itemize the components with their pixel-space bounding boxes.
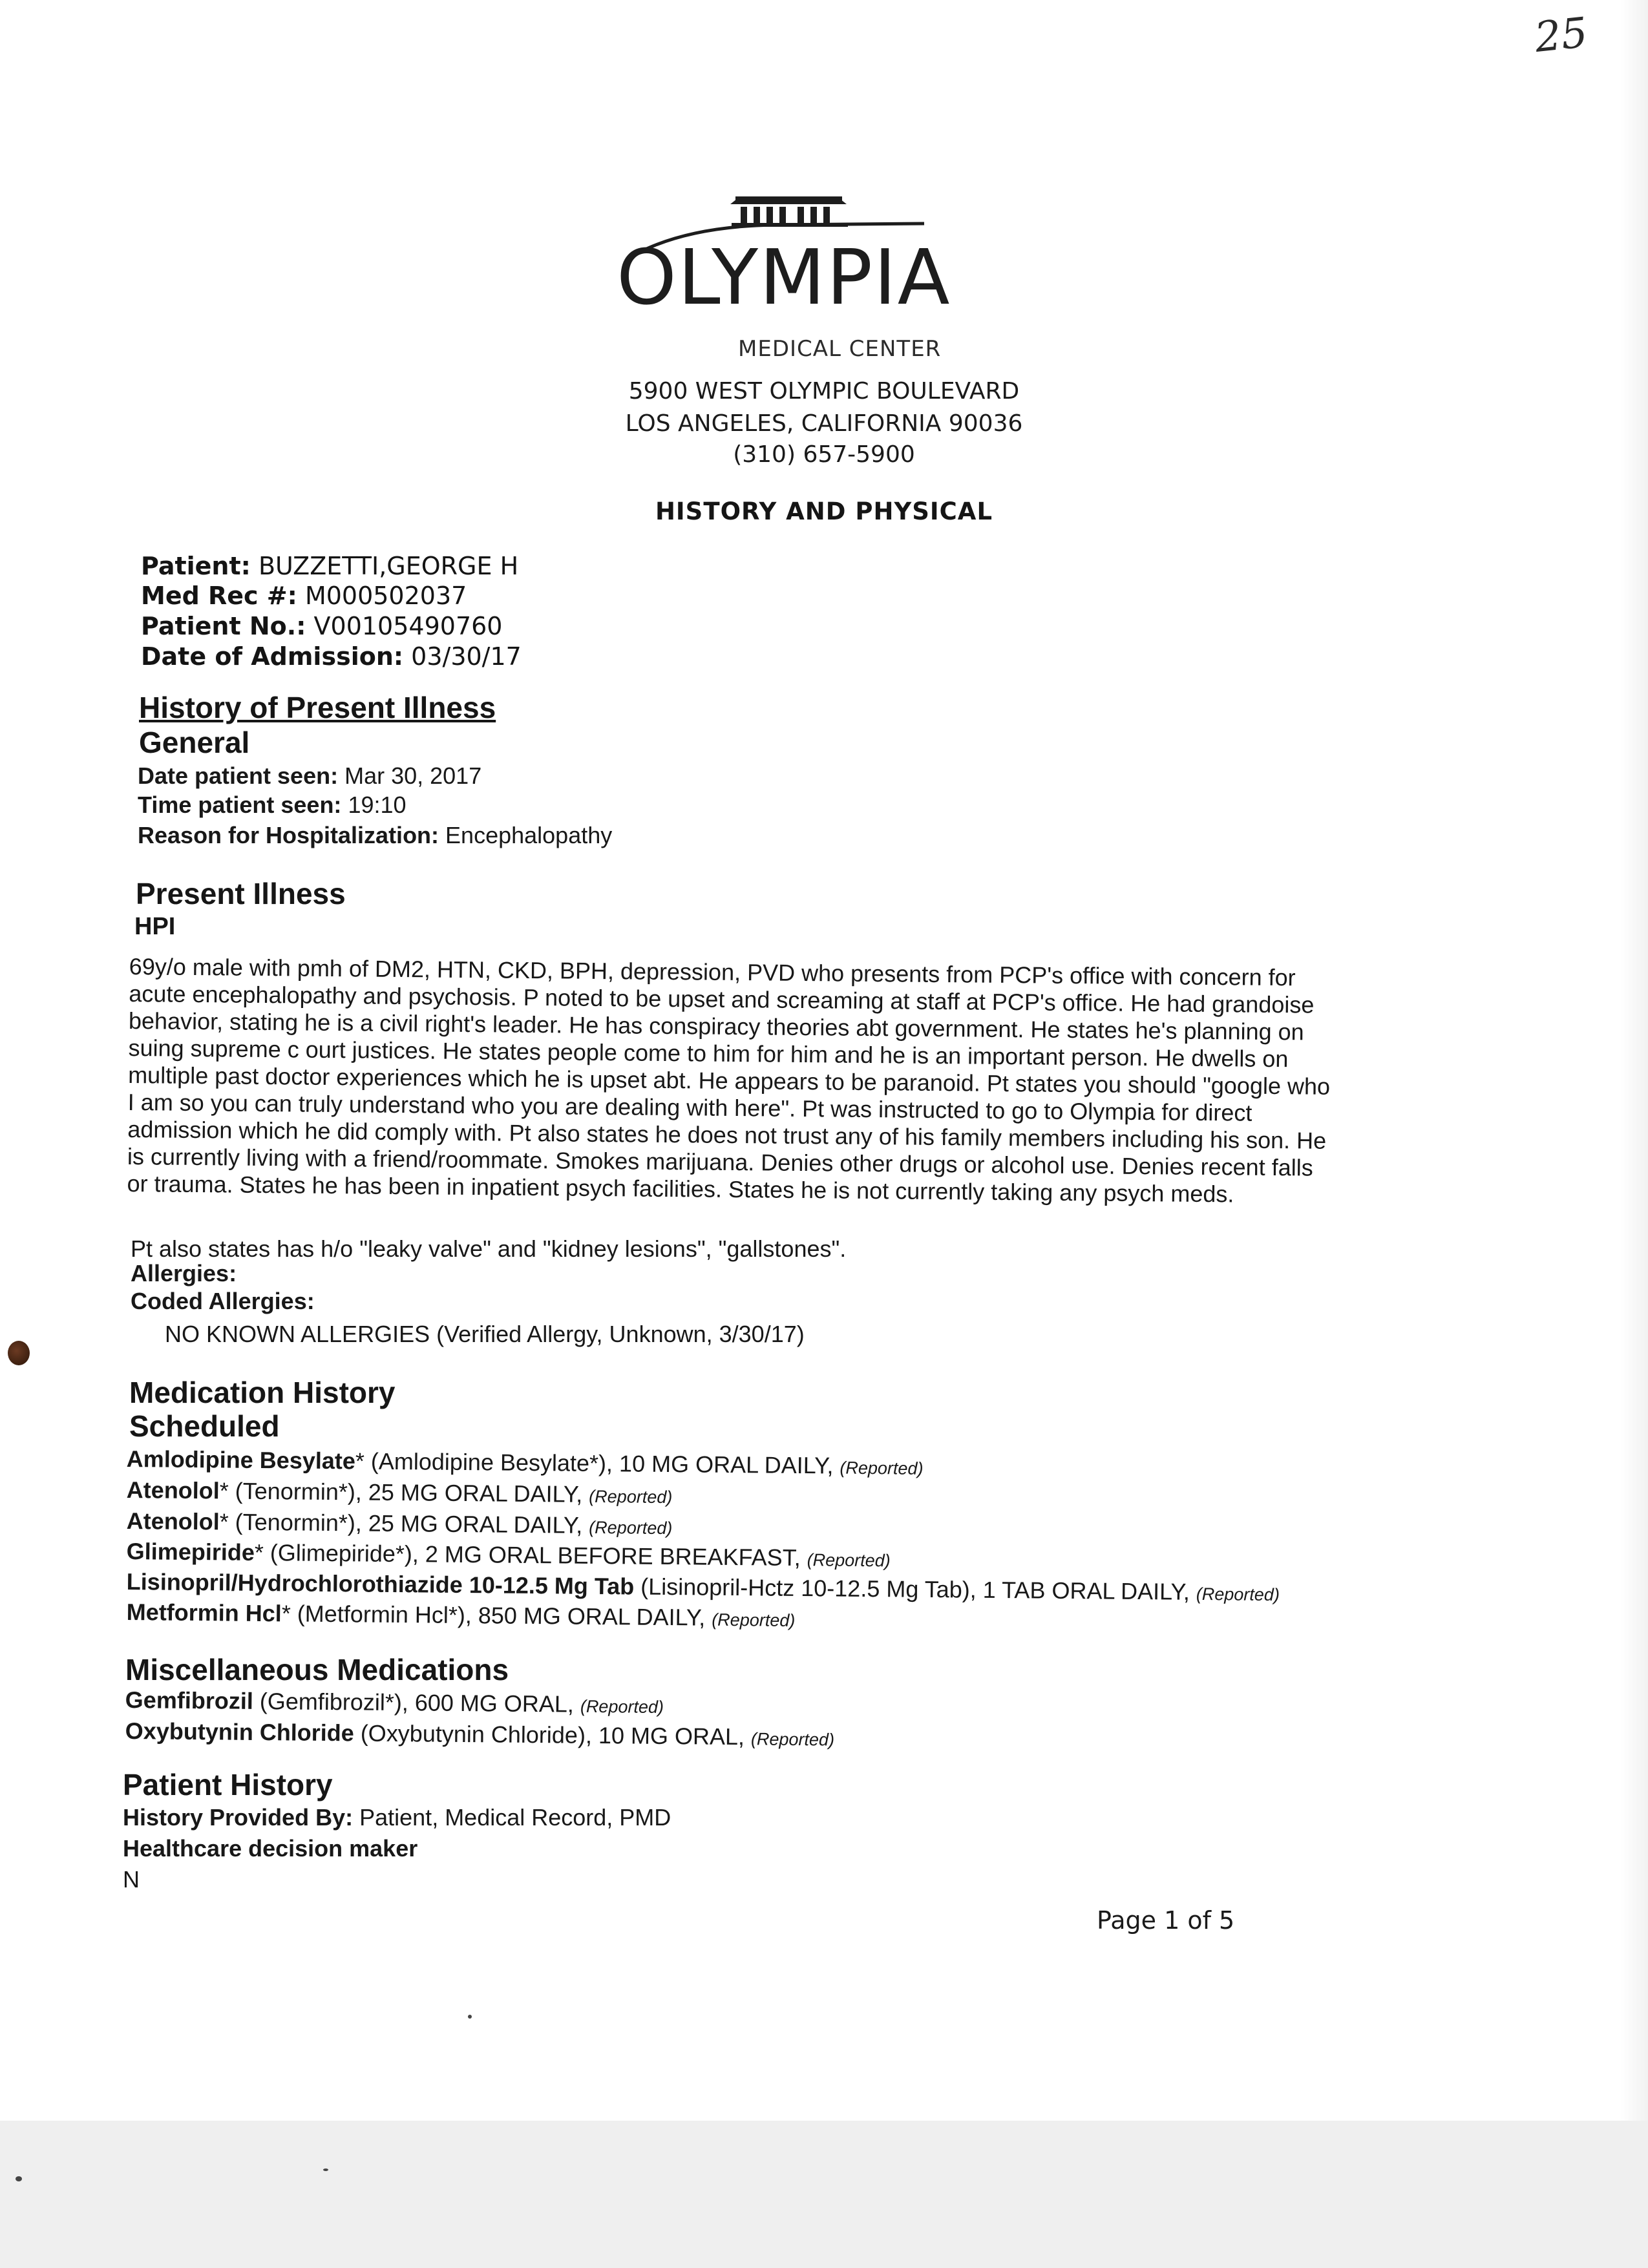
med-rec-number: M000502037 — [304, 582, 467, 610]
admission-date-label: Date of Admission: — [141, 642, 404, 671]
hpi-line: suing supreme c ourt justices. He states people come to him for him and he is an important person. He dwells on — [128, 1034, 1289, 1073]
med-detail: * (Amlodipine Besylate*), 10 MG ORAL DAILY, — [355, 1447, 840, 1479]
med-drug-name: Atenolol — [126, 1476, 220, 1504]
hpi-line: multiple past doctor experiences which he is upset abt. He appears to be paranoid. Pt states you should "google who — [127, 1061, 1331, 1100]
reason-value: Encephalopathy — [445, 822, 613, 848]
punch-hole — [8, 1341, 30, 1365]
med-rec-label: Med Rec #: — [141, 582, 297, 610]
med-detail: * (Glimepiride*), 2 MG ORAL BEFORE BREAKFAST, — [254, 1538, 807, 1571]
general-subtitle: General — [139, 726, 250, 759]
hpi-label: HPI — [134, 913, 176, 940]
date-seen-row — [138, 762, 481, 790]
hpi-section-title: History of Present Illness — [139, 691, 496, 724]
date-seen-value: Mar 30, 2017 — [344, 762, 482, 789]
patient-no-row — [141, 614, 502, 638]
phone-number: (310) 657-5900 — [733, 441, 915, 468]
scan-bottom-margin — [0, 2121, 1648, 2268]
medication-history-title: Medication History — [129, 1376, 396, 1409]
med-reported-tag: (Reported) — [580, 1696, 664, 1717]
scan-edge-shadow — [1621, 0, 1648, 2121]
hpi-line: is currently living with a friend/roommate. Smokes marijuana. Denies other drugs or alcohol use. Denies recent falls — [127, 1142, 1313, 1181]
reason-row — [138, 822, 612, 849]
med-detail: (Oxybutynin Chloride), 10 MG ORAL, — [354, 1719, 752, 1750]
med-detail: (Gemfibrozil*), 600 MG ORAL, — [253, 1687, 581, 1717]
history-provided-row — [123, 1804, 671, 1831]
med-drug-name: Glimepiride — [126, 1538, 255, 1566]
hpi-narrative — [127, 953, 1428, 1210]
decision-maker-row — [123, 1835, 417, 1862]
med-detail: * (Tenormin*), 25 MG ORAL DAILY, — [219, 1508, 589, 1538]
scan-speck — [323, 2168, 328, 2171]
med-reported-tag: (Reported) — [712, 1610, 796, 1630]
misc-med-item — [125, 1717, 835, 1752]
hpi-line: acute encephalopathy and psychosis. P noted to be upset and screaming at staff at PCP's office. He had grandoise — [129, 980, 1315, 1018]
admission-date: 03/30/17 — [411, 642, 522, 671]
med-reported-tag: (Reported) — [589, 1486, 673, 1507]
med-drug-name: Atenolol — [126, 1507, 220, 1535]
decision-maker-value: N — [123, 1866, 140, 1893]
history-provided-value: Patient, Medical Record, PMD — [359, 1804, 671, 1831]
coded-allergies-row — [131, 1288, 315, 1315]
scan-speck — [16, 2176, 22, 2181]
med-reported-tag: (Reported) — [589, 1517, 673, 1538]
history-provided-label: History Provided By: — [123, 1804, 354, 1831]
hpi-line: 69y/o male with pmh of DM2, HTN, CKD, BPH, depression, PVD who presents from PCP's office with concern for — [129, 953, 1296, 991]
decision-maker-label: Healthcare decision maker — [123, 1835, 418, 1862]
med-reported-tag: (Reported) — [807, 1550, 891, 1571]
present-illness-title: Present Illness — [136, 877, 346, 910]
date-seen-label: Date patient seen: — [138, 762, 339, 789]
address-line-1: 5900 WEST OLYMPIC BOULEVARD — [628, 378, 1020, 404]
scheduled-med-item — [127, 1599, 796, 1632]
med-rec-row — [141, 583, 467, 608]
med-drug-name: Metformin Hcl — [126, 1599, 282, 1627]
olympia-logo — [614, 187, 976, 368]
handwritten-page-number: 25 — [1532, 8, 1590, 63]
scheduled-med-item — [127, 1445, 924, 1480]
coded-allergies-value: NO KNOWN ALLERGIES (Verified Allergy, Unknown, 3/30/17) — [165, 1321, 805, 1347]
patient-no-label: Patient No.: — [141, 612, 306, 640]
patient-history-title: Patient History — [123, 1768, 333, 1801]
address-line-2: LOS ANGELES, CALIFORNIA 90036 — [625, 410, 1023, 437]
scan-speck — [468, 2015, 472, 2019]
time-seen-row — [138, 792, 407, 819]
med-detail: (Lisinopril-Hctz 10-12.5 Mg Tab), 1 TAB ORAL DAILY, — [634, 1573, 1197, 1605]
med-reported-tag: (Reported) — [1196, 1584, 1280, 1605]
logo-subtitle: MEDICAL CENTER — [738, 336, 942, 362]
extra-history-line: Pt also states has h/o "leaky valve" and "kidney lesions", "gallstones". — [131, 1235, 847, 1262]
reason-label: Reason for Hospitalization: — [138, 822, 439, 848]
patient-label: Patient: — [141, 552, 251, 580]
scheduled-med-item — [127, 1538, 891, 1572]
hpi-line: I am so you can truly understand who you are dealing with here". Pt was instructed to go to Olympia for direct — [127, 1088, 1252, 1126]
time-seen-label: Time patient seen: — [138, 792, 342, 818]
med-detail: * (Metformin Hcl*), 850 MG ORAL DAILY, — [281, 1600, 712, 1631]
time-seen-value: 19:10 — [348, 792, 407, 818]
med-drug-name: Gemfibrozil — [125, 1686, 254, 1714]
admission-date-row — [141, 644, 522, 669]
hpi-line: behavior, stating he is a civil right's leader. He has conspiracy theories abt government. He states he's planning on — [128, 1007, 1304, 1045]
med-detail: * (Tenormin*), 25 MG ORAL DAILY, — [219, 1477, 589, 1507]
document-title: HISTORY AND PHYSICAL — [655, 498, 993, 525]
scheduled-med-item — [127, 1476, 673, 1509]
patient-name-row — [141, 554, 518, 578]
allergies-row — [131, 1260, 237, 1287]
med-drug-name: Amlodipine Besylate — [126, 1445, 356, 1475]
med-reported-tag: (Reported) — [840, 1458, 924, 1478]
hpi-line: or trauma. States he has been in inpatient psych facilities. States he is not currently taking any psych meds. — [127, 1170, 1234, 1208]
scheduled-subtitle: Scheduled — [129, 1409, 280, 1443]
logo-wordmark: OLYMPIA — [617, 233, 951, 322]
patient-name: BUZZETTI,GEORGE H — [258, 552, 519, 580]
med-drug-name: Oxybutynin Chloride — [125, 1717, 355, 1747]
misc-medications-title: Miscellaneous Medications — [125, 1653, 509, 1686]
allergies-label: Allergies: — [131, 1260, 237, 1286]
coded-allergies-label: Coded Allergies: — [131, 1288, 315, 1314]
med-drug-name: Lisinopril/Hydrochlorothiazide 10-12.5 Mg Tab — [126, 1568, 635, 1600]
scheduled-med-item — [127, 1507, 673, 1540]
misc-med-item — [125, 1686, 664, 1719]
patient-number: V00105490760 — [313, 612, 503, 640]
med-reported-tag: (Reported) — [750, 1729, 835, 1750]
hpi-line: admission which he did comply with. Pt also states he does not trust any of his family members including his son. He — [127, 1115, 1327, 1154]
page-indicator: Page 1 of 5 — [1097, 1906, 1235, 1935]
